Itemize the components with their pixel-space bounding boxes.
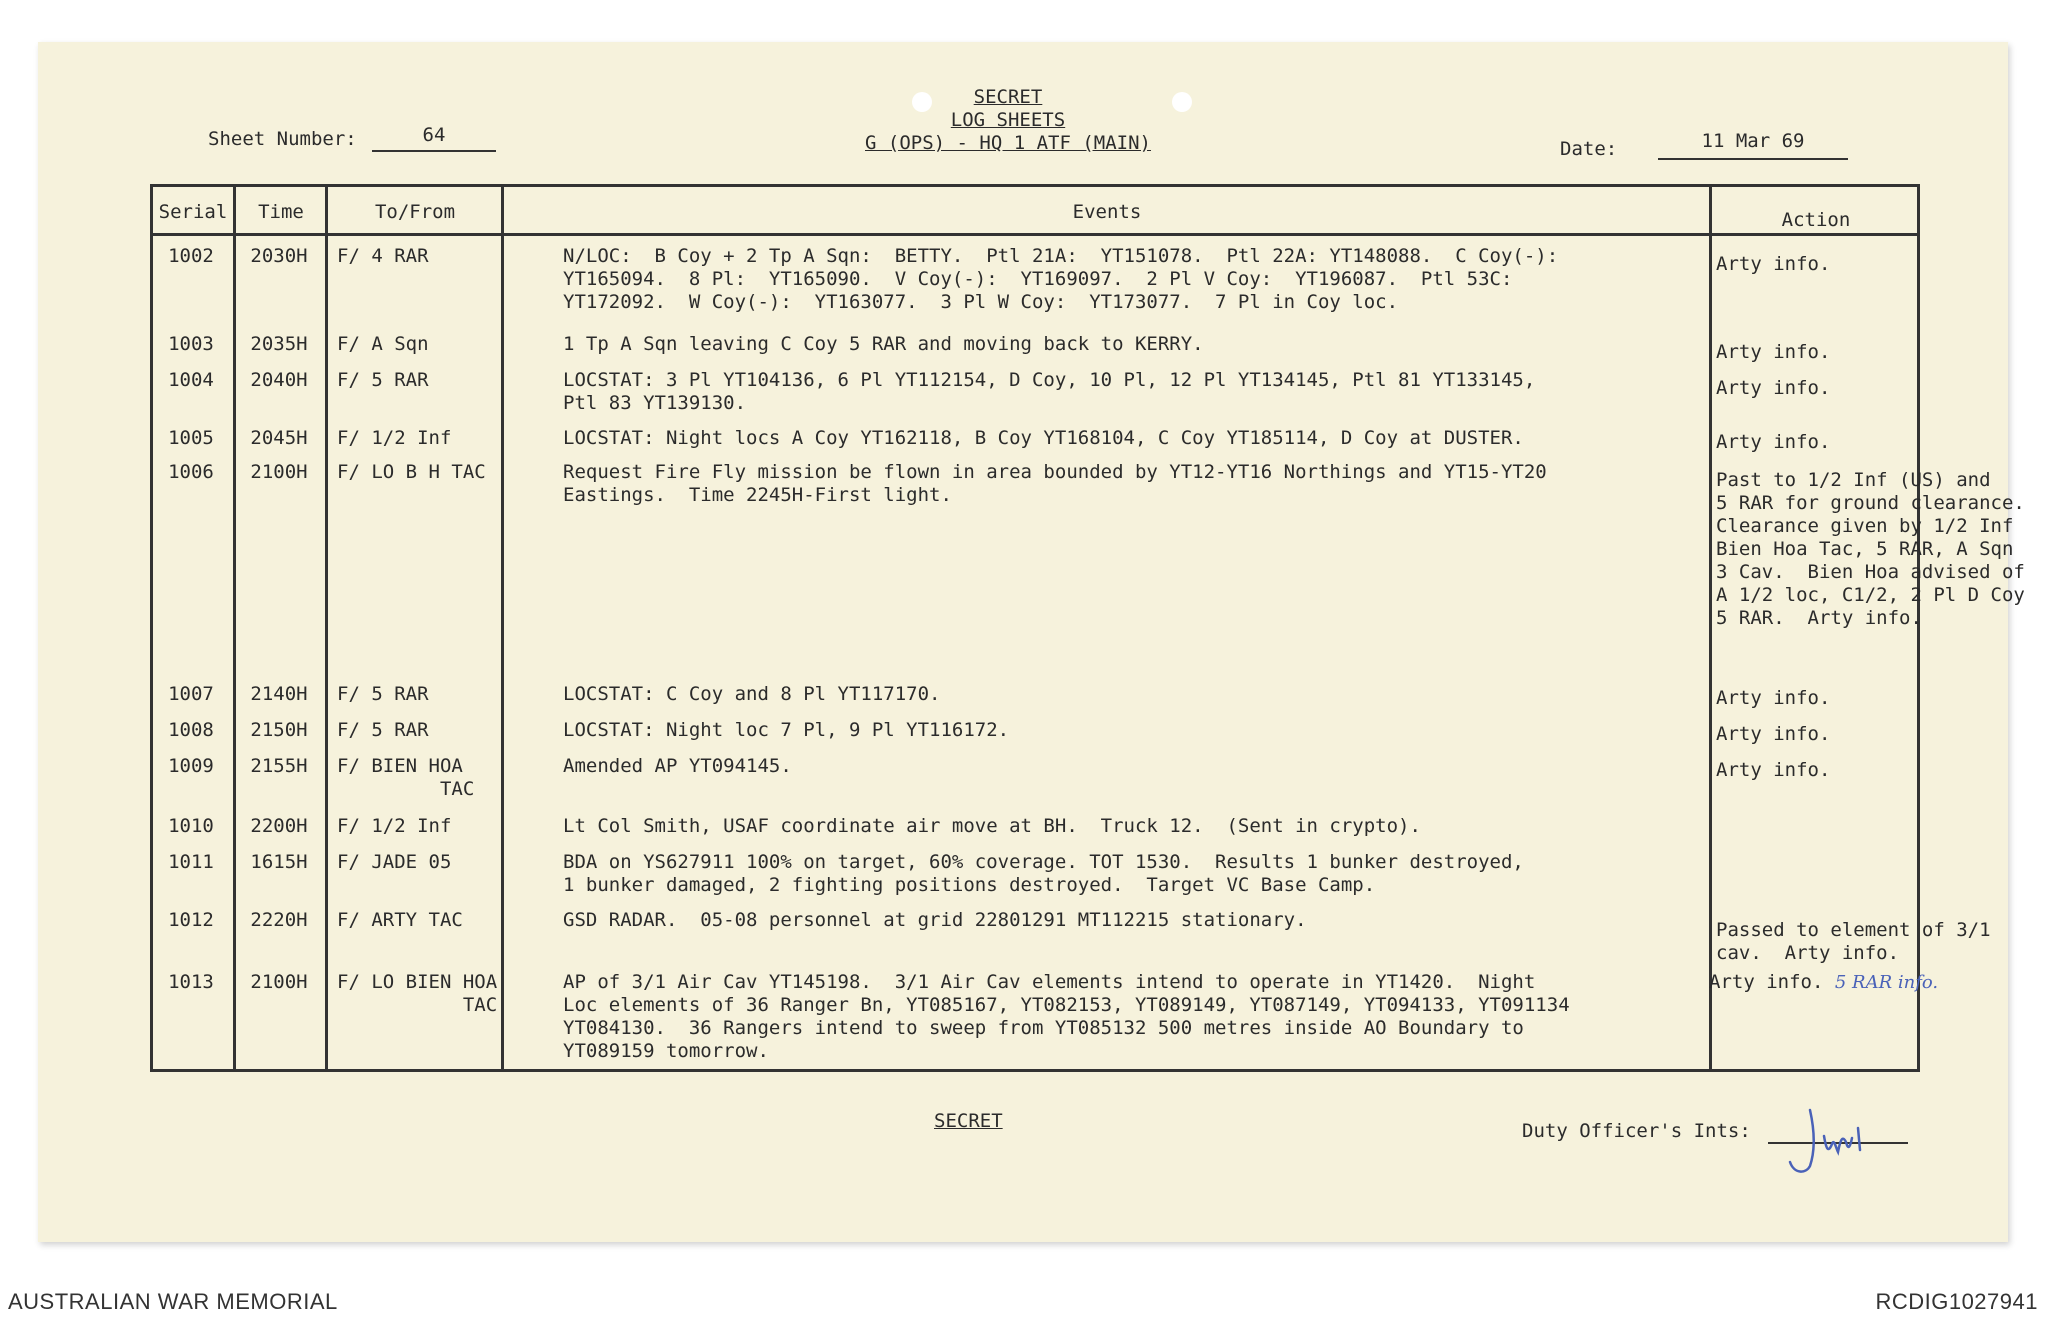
events-cell: LOCSTAT: 3 Pl YT104136, 6 Pl YT112154, D Coy, 10 Pl, 12 Pl YT134145, Ptl 81 YT133145, Ptl 83 YT139130. [563, 369, 1536, 414]
time-cell: 2100H [250, 971, 308, 993]
events-cell: GSD RADAR. 05-08 personnel at grid 22801291 MT112215 stationary. [563, 909, 1307, 931]
to-from-cell: F/ BIEN HOA TAC [337, 755, 475, 800]
serial-cell: 1012 [168, 909, 214, 931]
time-cell: 2200H [250, 815, 308, 837]
action-cell: Arty info. [1716, 759, 1831, 781]
to-from-cell: F/ 1/2 Inf [337, 815, 452, 837]
time-cell: 2030H [250, 245, 308, 267]
to-from-cell: F/ LO B H TAC [337, 461, 486, 483]
time-cell: 2045H [250, 427, 308, 449]
archive-footer-bar [0, 1282, 2048, 1319]
col-header-serial: Serial [158, 201, 228, 223]
date-label: Date: [1560, 138, 1618, 160]
handwritten-annotation: 5 RAR info. [1834, 972, 1939, 993]
serial-cell: 1008 [168, 719, 214, 741]
serial-cell: 1009 [168, 755, 214, 777]
column-divider [325, 187, 328, 1069]
archive-id: RCDIG1027941 [1875, 1289, 2038, 1314]
action-cell: Arty info. [1716, 377, 1831, 399]
events-cell: 1 Tp A Sqn leaving C Coy 5 RAR and moving back to KERRY. [563, 333, 1204, 355]
time-cell: 1615H [250, 851, 308, 873]
col-header-events: Events [1072, 201, 1142, 223]
log-table [150, 184, 2025, 1072]
time-cell: 2100H [250, 461, 308, 483]
serial-cell: 1007 [168, 683, 214, 705]
header-block [798, 86, 1218, 155]
to-from-cell: F/ 5 RAR [337, 369, 429, 391]
column-divider [1709, 187, 1712, 1069]
action-cell: Arty info. [1716, 723, 1831, 745]
action-cell: Passed to element of 3/1 cav. Arty info. [1716, 919, 1991, 964]
events-cell: Amended AP YT094145. [563, 755, 792, 777]
archive-name: AUSTRALIAN WAR MEMORIAL [8, 1289, 338, 1314]
to-from-cell: F/ 1/2 Inf [337, 427, 452, 449]
duty-officer-label: Duty Officer's Ints: [1522, 1120, 1751, 1142]
to-from-cell: F/ 5 RAR [337, 719, 429, 741]
action-cell: Arty info. [1716, 341, 1831, 363]
action-typed: Arty info. [1709, 971, 1824, 993]
serial-cell: 1010 [168, 815, 214, 837]
serial-cell: 1011 [168, 851, 214, 873]
events-cell: BDA on YS627911 100% on target, 60% coverage. TOT 1530. Results 1 bunker destroyed, 1 bunker damaged, 2 fighting positions destroyed. Target VC Base Camp. [563, 851, 1524, 896]
time-cell: 2140H [250, 683, 308, 705]
action-cell: Arty info. [1716, 687, 1831, 709]
duty-officer-signature [1780, 1098, 1900, 1178]
sheet-number-label: Sheet Number: [208, 128, 357, 150]
col-header-to-from: To/From [374, 201, 456, 223]
log-sheet-paper [38, 42, 2025, 1242]
action-cell: Arty info. [1716, 431, 1831, 453]
events-cell: LOCSTAT: Night locs A Coy YT162118, B Coy YT168104, C Coy YT185114, D Coy at DUSTER. [563, 427, 1524, 449]
classification-top: SECRET [973, 86, 1043, 108]
unit-title: G (OPS) - HQ 1 ATF (MAIN) [865, 132, 1151, 154]
events-cell: LOCSTAT: Night loc 7 Pl, 9 Pl YT116172. [563, 719, 1010, 741]
to-from-cell: F/ ARTY TAC [337, 909, 463, 931]
to-from-cell: F/ JADE 05 [337, 851, 452, 873]
serial-cell: 1004 [168, 369, 214, 391]
time-cell: 2035H [250, 333, 308, 355]
events-cell: LOCSTAT: C Coy and 8 Pl YT117170. [563, 683, 941, 705]
events-cell: N/LOC: B Coy + 2 Tp A Sqn: BETTY. Ptl 21A: YT151078. Ptl 22A: YT148088. C Coy(-): YT165094. 8 Pl: YT165090. V Coy(-): YT169097. 2 Pl V Coy: YT196087. Ptl 53C: YT172092. W Coy(-): YT163077. 3 Pl W Coy: YT173077. 7 Pl in Coy loc. [563, 245, 1559, 313]
log-sheets-title: LOG SHEETS [950, 109, 1066, 131]
serial-cell: 1002 [168, 245, 214, 267]
events-cell: Request Fire Fly mission be flown in area bounded by YT12-YT16 Northings and YT15-YT20 Eastings. Time 2245H-First light. [563, 461, 1547, 506]
header-divider [153, 233, 1917, 236]
time-cell: 2150H [250, 719, 308, 741]
column-divider [233, 187, 236, 1069]
action-cell [1709, 971, 1939, 994]
time-cell: 2040H [250, 369, 308, 391]
time-cell: 2220H [250, 909, 308, 931]
events-cell: Lt Col Smith, USAF coordinate air move at BH. Truck 12. (Sent in crypto). [563, 815, 1421, 837]
serial-cell: 1006 [168, 461, 214, 483]
date-value: 11 Mar 69 [1658, 130, 1848, 160]
column-divider [501, 187, 504, 1069]
to-from-cell: F/ 4 RAR [337, 245, 429, 267]
col-header-time: Time [258, 201, 304, 223]
action-cell: Past to 1/2 Inf (US) and 5 RAR for ground clearance. Clearance given by 1/2 Inf Bien Hoa Tac, 5 RAR, A Sqn 3 Cav. Bien Hoa advised of A 1/2 loc, C1/2, 2 Pl D Coy 5 RAR. Arty info. [1716, 469, 2025, 629]
to-from-cell: F/ A Sqn [337, 333, 429, 355]
serial-cell: 1005 [168, 427, 214, 449]
col-header-action: Action [1781, 209, 1851, 231]
time-cell: 2155H [250, 755, 308, 777]
serial-cell: 1003 [168, 333, 214, 355]
action-cell: Arty info. [1716, 253, 1831, 275]
to-from-cell: F/ LO BIEN HOA TAC [337, 971, 498, 1016]
events-cell: AP of 3/1 Air Cav YT145198. 3/1 Air Cav elements intend to operate in YT1420. Night Loc elements of 36 Ranger Bn, YT085167, YT082153, YT089149, YT087149, YT094133, YT091134 YT084130. 36 Rangers intend to sweep from YT085132 500 metres inside AO Boundary to YT089159 tomorrow. [563, 971, 1570, 1062]
serial-cell: 1013 [168, 971, 214, 993]
to-from-cell: F/ 5 RAR [337, 683, 429, 705]
sheet-number-value: 64 [372, 124, 496, 152]
classification-bottom: SECRET [934, 1110, 1003, 1132]
